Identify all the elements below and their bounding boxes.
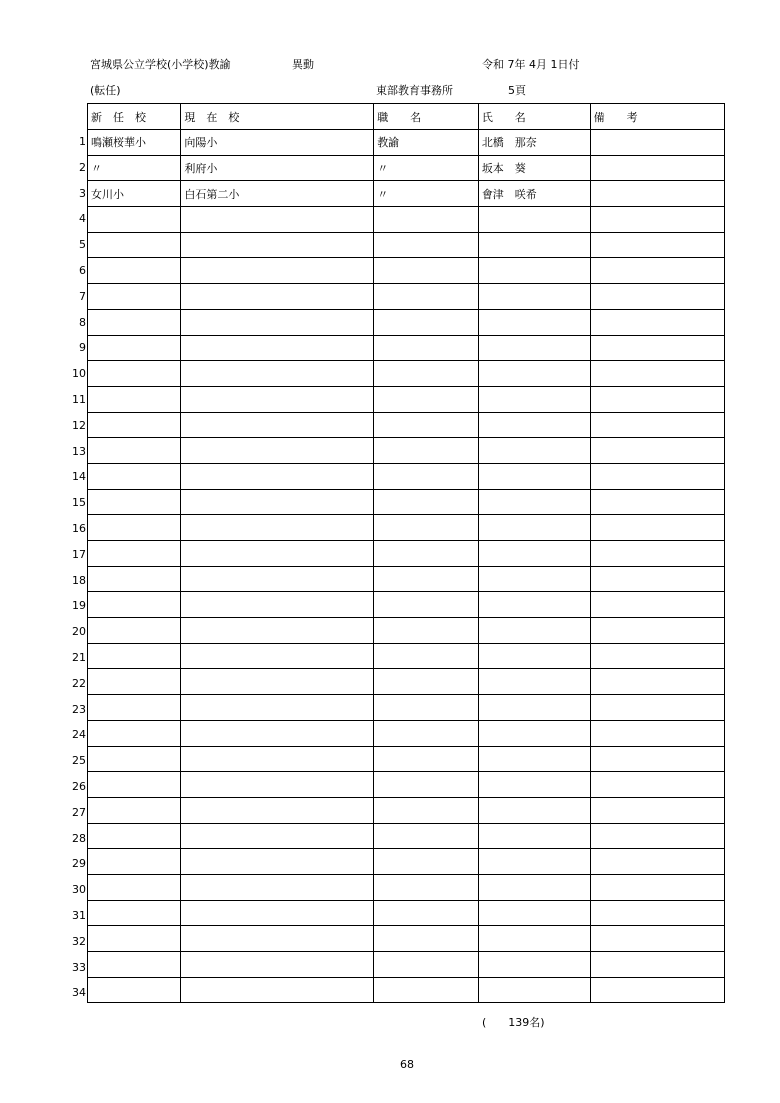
cell-position: [374, 207, 479, 233]
cell-current-school: [181, 926, 374, 952]
cell-position: [374, 618, 479, 644]
cell-new-school: [88, 695, 181, 721]
cell-name: [478, 412, 590, 438]
row-number: 18: [72, 573, 86, 587]
cell-note: [590, 849, 724, 875]
table-row: [88, 335, 725, 361]
cell-name: [478, 797, 590, 823]
cell-name: [478, 489, 590, 515]
cell-current-school: [181, 309, 374, 335]
cell-note: [590, 515, 724, 541]
table-row: [88, 155, 725, 181]
cell-position: [374, 849, 479, 875]
cell-note: [590, 823, 724, 849]
cell-current-school: [181, 669, 374, 695]
cell-new-school: [88, 515, 181, 541]
cell-name: [478, 746, 590, 772]
cell-name: [478, 977, 590, 1003]
cell-position: [374, 720, 479, 746]
cell-name: [478, 618, 590, 644]
cell-current-school: [181, 566, 374, 592]
cell-new-school: [88, 618, 181, 644]
table-row: [88, 900, 725, 926]
cell-note: [590, 361, 724, 387]
cell-note: [590, 181, 724, 207]
row-number: 17: [72, 547, 86, 561]
cell-name: [478, 926, 590, 952]
cell-name: [478, 361, 590, 387]
cell-position: [374, 361, 479, 387]
row-number: 21: [72, 650, 86, 664]
cell-note: [590, 232, 724, 258]
row-number: 9: [79, 341, 86, 355]
cell-note: [590, 874, 724, 900]
cell-new-school: [88, 463, 181, 489]
page-number: 68: [400, 1058, 414, 1071]
row-number: 6: [79, 263, 86, 277]
table-row: [88, 309, 725, 335]
cell-name: [478, 952, 590, 978]
cell-position: [374, 592, 479, 618]
cell-note: [590, 438, 724, 464]
row-number: 23: [72, 702, 86, 716]
row-number: 16: [72, 521, 86, 535]
table-row: [88, 669, 725, 695]
cell-note: [590, 926, 724, 952]
cell-new-school: [88, 669, 181, 695]
cell-current-school: [181, 592, 374, 618]
cell-current-school: [181, 438, 374, 464]
cell-current-school: [181, 643, 374, 669]
cell-position: [374, 258, 479, 284]
table-row: [88, 720, 725, 746]
row-number-column: [64, 129, 86, 1006]
cell-position: [374, 515, 479, 541]
cell-name: [478, 643, 590, 669]
row-number: 8: [79, 315, 86, 329]
table-row: [88, 797, 725, 823]
transfer-category: (転任): [90, 84, 121, 97]
table-row: [88, 386, 725, 412]
table-row: [88, 618, 725, 644]
office-name: 東部教育事務所: [376, 84, 453, 97]
cell-position: [374, 772, 479, 798]
cell-note: [590, 566, 724, 592]
table-row: [88, 926, 725, 952]
cell-note: [590, 463, 724, 489]
row-number: 19: [72, 599, 86, 613]
total-count: ( 139名): [482, 1016, 545, 1029]
table-row: [88, 130, 725, 156]
table-row: [88, 438, 725, 464]
cell-name: [478, 335, 590, 361]
cell-note: [590, 669, 724, 695]
cell-name: [478, 541, 590, 567]
cell-new-school: [88, 746, 181, 772]
cell-new-school: [88, 797, 181, 823]
cell-note: [590, 695, 724, 721]
cell-note: [590, 309, 724, 335]
section-page: 5頁: [508, 84, 526, 97]
cell-name: 會津 咲希: [478, 181, 590, 207]
table-row: [88, 515, 725, 541]
cell-new-school: [88, 335, 181, 361]
row-number: 2: [79, 160, 86, 174]
cell-current-school: [181, 207, 374, 233]
cell-current-school: [181, 335, 374, 361]
cell-new-school: [88, 926, 181, 952]
cell-note: [590, 797, 724, 823]
cell-current-school: [181, 618, 374, 644]
row-number: 24: [72, 728, 86, 742]
cell-new-school: [88, 900, 181, 926]
row-number: 13: [72, 444, 86, 458]
row-number: 14: [72, 470, 86, 484]
cell-new-school: [88, 643, 181, 669]
cell-name: 北橋 那奈: [478, 130, 590, 156]
row-number: 15: [72, 496, 86, 510]
cell-current-school: [181, 284, 374, 310]
cell-current-school: [181, 977, 374, 1003]
cell-current-school: 利府小: [181, 155, 374, 181]
cell-name: [478, 823, 590, 849]
row-number: 1: [79, 135, 86, 148]
table-row: [88, 207, 725, 233]
table-header-row: [88, 104, 725, 130]
row-number: 7: [79, 289, 86, 303]
cell-name: [478, 695, 590, 721]
cell-new-school: [88, 361, 181, 387]
cell-note: [590, 592, 724, 618]
cell-name: [478, 900, 590, 926]
cell-note: [590, 772, 724, 798]
cell-current-school: [181, 849, 374, 875]
cell-name: [478, 258, 590, 284]
cell-note: [590, 207, 724, 233]
column-header-position: 職 名: [374, 104, 479, 130]
cell-note: [590, 643, 724, 669]
cell-position: [374, 874, 479, 900]
cell-current-school: [181, 489, 374, 515]
row-number: 20: [72, 625, 86, 639]
cell-new-school: [88, 412, 181, 438]
cell-current-school: 白石第二小: [181, 181, 374, 207]
cell-current-school: [181, 386, 374, 412]
column-header-new-school: 新 任 校: [88, 104, 181, 130]
cell-name: [478, 309, 590, 335]
table-row: [88, 412, 725, 438]
cell-position: [374, 309, 479, 335]
cell-note: [590, 900, 724, 926]
cell-new-school: [88, 772, 181, 798]
cell-note: [590, 618, 724, 644]
cell-position: [374, 463, 479, 489]
cell-note: [590, 130, 724, 156]
row-number: 29: [72, 857, 86, 871]
cell-note: [590, 258, 724, 284]
cell-position: [374, 438, 479, 464]
cell-new-school: [88, 309, 181, 335]
cell-new-school: [88, 207, 181, 233]
document-title: 宮城県公立学校(小学校)教諭: [90, 58, 231, 71]
cell-current-school: [181, 232, 374, 258]
cell-new-school: [88, 566, 181, 592]
row-number: 27: [72, 805, 86, 819]
cell-note: [590, 489, 724, 515]
cell-position: [374, 232, 479, 258]
cell-current-school: [181, 412, 374, 438]
cell-current-school: [181, 720, 374, 746]
cell-current-school: [181, 463, 374, 489]
cell-position: [374, 541, 479, 567]
column-header-note: 備 考: [590, 104, 724, 130]
row-number: 33: [72, 960, 86, 974]
table-row: [88, 232, 725, 258]
cell-position: [374, 926, 479, 952]
cell-current-school: [181, 874, 374, 900]
cell-position: [374, 566, 479, 592]
table-row: [88, 566, 725, 592]
row-number: 26: [72, 779, 86, 793]
cell-current-school: [181, 695, 374, 721]
cell-current-school: [181, 361, 374, 387]
cell-position: [374, 669, 479, 695]
cell-new-school: 鳴瀬桜華小: [88, 130, 181, 156]
cell-note: [590, 284, 724, 310]
cell-name: [478, 720, 590, 746]
cell-new-school: [88, 849, 181, 875]
table-row: [88, 823, 725, 849]
cell-current-school: [181, 797, 374, 823]
cell-current-school: 向陽小: [181, 130, 374, 156]
cell-note: [590, 155, 724, 181]
table-row: [88, 977, 725, 1003]
table-row: [88, 746, 725, 772]
table-row: [88, 874, 725, 900]
cell-name: [478, 232, 590, 258]
cell-position: [374, 952, 479, 978]
table-row: [88, 258, 725, 284]
row-number: 10: [72, 367, 86, 381]
cell-new-school: [88, 977, 181, 1003]
row-number: 28: [72, 831, 86, 845]
cell-name: [478, 207, 590, 233]
table-row: [88, 181, 725, 207]
transfer-table: [87, 103, 725, 1003]
cell-current-school: [181, 952, 374, 978]
cell-name: [478, 592, 590, 618]
row-number: 12: [72, 418, 86, 432]
cell-position: 教諭: [374, 130, 479, 156]
row-number: 3: [79, 186, 86, 200]
cell-note: [590, 720, 724, 746]
cell-position: [374, 746, 479, 772]
cell-note: [590, 335, 724, 361]
cell-new-school: [88, 720, 181, 746]
table-row: [88, 592, 725, 618]
cell-new-school: [88, 284, 181, 310]
table-row: [88, 489, 725, 515]
cell-current-school: [181, 515, 374, 541]
cell-current-school: [181, 823, 374, 849]
cell-position: [374, 977, 479, 1003]
cell-name: [478, 566, 590, 592]
cell-new-school: [88, 232, 181, 258]
cell-current-school: [181, 900, 374, 926]
row-number: 30: [72, 883, 86, 897]
row-number: 25: [72, 754, 86, 768]
cell-note: [590, 412, 724, 438]
cell-new-school: [88, 823, 181, 849]
cell-new-school: [88, 438, 181, 464]
cell-name: [478, 669, 590, 695]
row-number: 4: [79, 212, 86, 226]
cell-name: [478, 515, 590, 541]
cell-new-school: [88, 952, 181, 978]
table-row: [88, 541, 725, 567]
row-number: 34: [72, 986, 86, 1000]
cell-position: [374, 335, 479, 361]
table-row: [88, 772, 725, 798]
cell-new-school: [88, 592, 181, 618]
cell-name: [478, 284, 590, 310]
cell-new-school: [88, 386, 181, 412]
cell-position: 〃: [374, 181, 479, 207]
cell-new-school: [88, 541, 181, 567]
cell-current-school: [181, 258, 374, 284]
cell-position: [374, 386, 479, 412]
row-number: 11: [72, 392, 86, 406]
cell-name: [478, 849, 590, 875]
table-row: [88, 695, 725, 721]
cell-note: [590, 977, 724, 1003]
cell-new-school: 女川小: [88, 181, 181, 207]
table-row: [88, 361, 725, 387]
table-row: [88, 952, 725, 978]
cell-new-school: 〃: [88, 155, 181, 181]
cell-name: [478, 463, 590, 489]
effective-date: 令和 7年 4月 1日付: [482, 58, 580, 71]
cell-name: [478, 438, 590, 464]
cell-name: [478, 874, 590, 900]
column-header-name: 氏 名: [478, 104, 590, 130]
cell-position: [374, 412, 479, 438]
cell-current-school: [181, 541, 374, 567]
table-row: [88, 463, 725, 489]
cell-position: [374, 900, 479, 926]
table-row: [88, 849, 725, 875]
row-number: 32: [72, 934, 86, 948]
cell-name: [478, 772, 590, 798]
table-row: [88, 284, 725, 310]
row-number: 22: [72, 676, 86, 690]
table-row: [88, 643, 725, 669]
column-header-current-school: 現 在 校: [181, 104, 374, 130]
cell-note: [590, 386, 724, 412]
cell-name: [478, 386, 590, 412]
row-number: 5: [79, 238, 86, 252]
cell-note: [590, 746, 724, 772]
cell-current-school: [181, 746, 374, 772]
cell-position: [374, 489, 479, 515]
cell-current-school: [181, 772, 374, 798]
cell-position: 〃: [374, 155, 479, 181]
cell-note: [590, 541, 724, 567]
document-type: 異動: [292, 58, 314, 71]
cell-new-school: [88, 489, 181, 515]
cell-position: [374, 284, 479, 310]
cell-new-school: [88, 258, 181, 284]
cell-note: [590, 952, 724, 978]
cell-new-school: [88, 874, 181, 900]
cell-name: 坂本 葵: [478, 155, 590, 181]
cell-position: [374, 797, 479, 823]
cell-position: [374, 823, 479, 849]
cell-position: [374, 695, 479, 721]
cell-position: [374, 643, 479, 669]
row-number: 31: [72, 908, 86, 922]
